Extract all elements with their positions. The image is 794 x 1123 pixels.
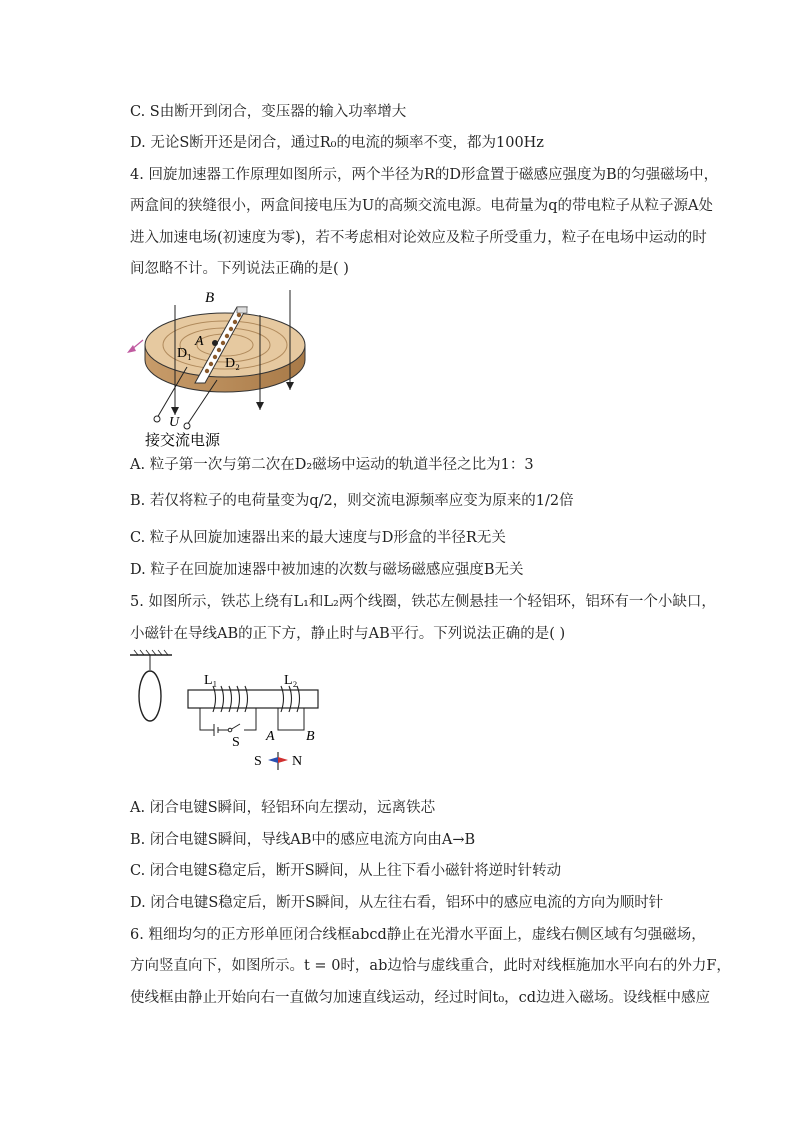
label-b: B (205, 290, 215, 306)
needle-s-label: S (254, 754, 262, 769)
aluminum-ring (139, 671, 161, 721)
option-5c: C. 闭合电键S稳定后，断开S瞬间，从上往下看小磁针将逆时针转动 (130, 863, 562, 879)
question-4-line1: 4. 回旋加速器工作原理如图所示，两个半径为R的D形盒置于磁感应强度为B的匀强磁场中， (130, 167, 719, 183)
option-4c: C. 粒子从回旋加速器出来的最大速度与D形盒的半径R无关 (130, 530, 506, 546)
label-l1: L₁ (204, 673, 218, 688)
needle-n-label: N (292, 754, 303, 769)
needle-north (278, 757, 288, 763)
question-5-line1: 5. 如图所示，铁芯上绕有L₁和L₂两个线圈，铁芯左侧悬挂一个轻铝环，铝环有一个小缺口， (130, 594, 716, 610)
cyclotron-figure (125, 285, 325, 450)
option-4d: D. 粒子在回旋加速器中被加速的次数与磁场磁感应强度B无关 (130, 562, 524, 578)
coil-figure (128, 648, 338, 773)
label-d1: D₁ (177, 346, 192, 361)
particle-source (212, 340, 218, 346)
question-6-line3: 使线框由静止开始向右一直做匀加速直线运动，经过时间t₀，cd边进入磁场。设线框中感应 (130, 990, 711, 1006)
question-4-line4: 间忽略不计。下列说法正确的是( ) (130, 261, 349, 277)
option-5b: B. 闭合电键S瞬间，导线AB中的感应电流方向由A→B (130, 832, 476, 848)
label-l2: L₂ (284, 673, 298, 688)
label-b: B (306, 729, 315, 744)
needle-south (268, 757, 278, 763)
option-4a: A. 粒子第一次与第二次在D₂磁场中运动的轨道半径之比为1：3 (130, 457, 534, 473)
question-6-line2: 方向竖直向下，如图所示。t = 0时，ab边恰与虚线重合，此时对线框施加水平向右的外力F， (130, 958, 731, 974)
question-6-line1: 6. 粗细均匀的正方形单匝闭合线框abcd静止在光滑水平面上，虚线右侧区域有匀强磁场， (130, 927, 706, 943)
option-3c: C. S由断开到闭合，变压器的输入功率增大 (130, 104, 407, 120)
option-5a: A. 闭合电键S瞬间，轻铝环向左摆动，远离铁芯 (130, 800, 436, 816)
option-5d: D. 闭合电键S稳定后，断开S瞬间，从左往右看，铝环中的感应电流的方向为顺时针 (130, 895, 664, 911)
question-4-line3: 进入加速电场(初速度为零)，若不考虑相对论效应及粒子所受重力，粒子在电场中运动的时 (130, 230, 707, 246)
label-a: A (195, 334, 204, 349)
label-switch: S (232, 735, 240, 750)
figure-caption: 接交流电源 (145, 431, 221, 449)
question-5-line2: 小磁针在导线AB的正下方，静止时与AB平行。下列说法正确的是( ) (130, 626, 566, 642)
label-d2: D₂ (225, 356, 240, 371)
label-a: A (266, 729, 275, 744)
option-3d: D. 无论S断开还是闭合，通过R₀的电流的频率不变，都为100Hz (130, 135, 544, 151)
label-u: U (169, 415, 180, 430)
option-4b: B. 若仅将粒子的电荷量变为q/2，则交流电源频率应变为原来的1/2倍 (130, 493, 574, 509)
question-4-line2: 两盒间的狭缝很小，两盒间接电压为U的高频交流电源。电荷量为q的带电粒子从粒子源A处 (130, 198, 713, 214)
